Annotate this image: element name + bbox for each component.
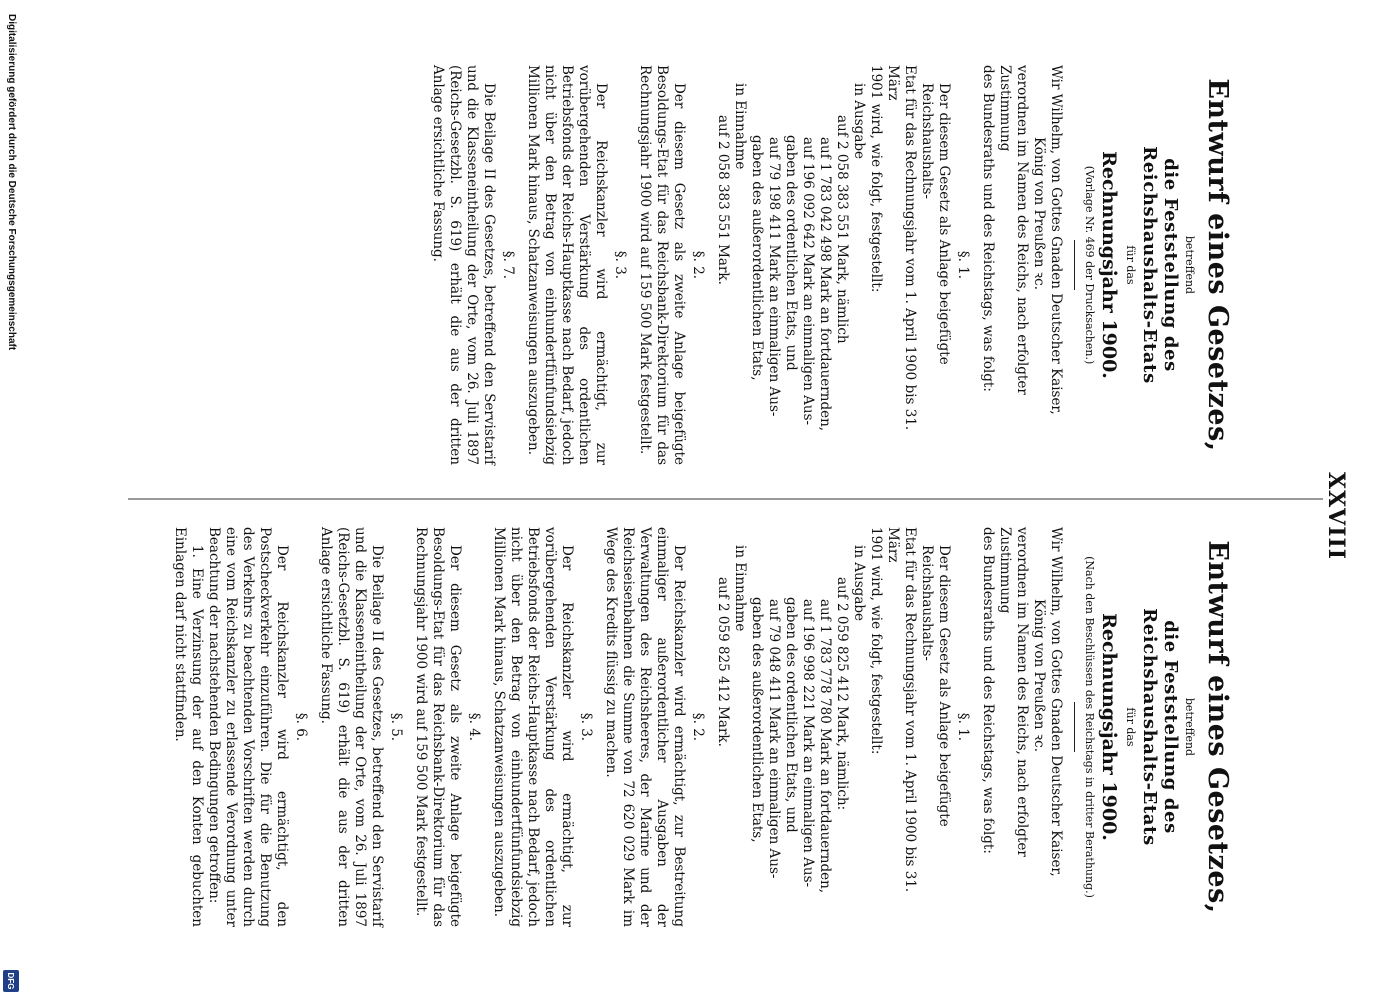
- left-s1-amount: auf 79 198 411 Mark an einmaligen Aus-: [766, 137, 782, 417]
- left-s1-line: in Einnahme: [732, 83, 748, 170]
- right-note: (Nach den Beschlüssen des Reichstags in dritter Berathung.): [1083, 556, 1096, 898]
- left-s3-text: Der Reichskanzler wird ermächtigt, zur vorübergehenden Verstärkung des ordentlichen Betriebsfonds der Reichs-Hauptkasse nach Bedarf, jedoch nicht über den Betrag von einhundertfünfundsiebzig Millionen Mark hinaus, Schatzanweisungen auszugeben.: [525, 65, 609, 465]
- left-s7-text: Die Beilage II des Gesetzes, betreffend den Servistarif und die Klasseneintheilung der Orte, vom 26. Juli 1897 (Reichs-Gesetzbl. S. 619) erhält die aus der dritten Anlage ersichtliche Fassung.: [430, 65, 497, 465]
- right-s6-heading: §. 6.: [293, 712, 309, 742]
- right-year: Rechnungsjahr 1900.: [1098, 613, 1120, 841]
- left-s1-amount: auf 2 058 383 551 Mark.: [715, 115, 731, 285]
- right-s1-line: Der diesem Gesetz als Anlage beigefügte Reichshaushalts-: [919, 545, 952, 827]
- left-s1-amount: auf 2 058 383 551 Mark, nämlich: [834, 115, 850, 344]
- left-s2-text: Der diesem Gesetz als zweite Anlage beigefügte Besoldungs-Etat für das Reichsbank-Direktorium für das Rechnungsjahr 1900 wird auf 159 500 Mark festgestellt.: [637, 65, 687, 465]
- right-s1-amount: auf 79 048 411 Mark an einmaligen Aus-: [766, 599, 782, 879]
- right-fuer-das: für das: [1124, 707, 1137, 747]
- left-intro-line-2: König von Preußen ꝛc.: [1031, 137, 1047, 291]
- right-s1-amount: auf 2 059 825 412 Mark.: [715, 577, 731, 747]
- left-s1-line: Der diesem Gesetz als Anlage beigefügte Reichshaushalts-: [919, 83, 952, 365]
- page-fold-divider: [128, 498, 1323, 500]
- right-rule: [1074, 702, 1075, 752]
- left-s1-amount: auf 1 783 042 498 Mark an fortdauernden,: [817, 137, 833, 432]
- left-s1-heading: §. 1.: [955, 250, 971, 280]
- right-s5-text: Die Beilage II des Gesetzes, betreffend den Servistarif und die Klasseneintheilung der Orte, vom 26. Juli 1897 (Reichs-Gesetzbl. S. 619) erhält die aus der dritten Anlage ersichtliche Fassung.: [318, 527, 385, 927]
- left-draft-column: [429, 65, 1233, 465]
- left-subject: die Feststellung des Reichshaushalts-Etats: [1139, 146, 1181, 384]
- right-title: Entwurf eines Gesetzes,: [1202, 540, 1233, 914]
- left-s1-line: in Ausgabe: [851, 83, 867, 159]
- right-s1-line: gaben des außerordentlichen Etats,: [749, 597, 765, 843]
- right-s1-line: in Einnahme: [732, 545, 748, 632]
- left-rule: [1074, 240, 1075, 290]
- right-s1-amount: auf 1 783 778 780 Mark an fortdauernden,: [817, 599, 833, 894]
- right-s2-text: Der Reichskanzler wird ermächtigt, zur Bestreitung einmaliger außerordentlicher Ausgaben der Verwaltungen des Reichsheeres, der Marine und der Reichseisenbahnen die Summe von 72 620 029 Mark im Wege des Kredits flüssig zu machen.: [603, 527, 687, 927]
- left-s1-line: gaben des außerordentlichen Etats,: [749, 135, 765, 381]
- credit-text: Digitalisierung gefördert durch die Deutsche Forschungsgemeinschaft: [6, 14, 17, 351]
- right-s1-line: gaben des ordentlichen Etats, und: [783, 597, 799, 833]
- right-s5-heading: §. 5.: [388, 712, 404, 742]
- right-s6-text: Der Reichskanzler wird ermächtigt, den Postscheckverkehr einzuführen. Die für die Benutzung des Verkehrs zu beachtenden Vorschriften werden durch eine vom Reichskanzler zu erlassende Verordnung unter Beachtung der nachstehenden Bedingungen getroffen:: [206, 527, 290, 927]
- right-s1-line: 1901 wird, wie folgt, festgestellt:: [868, 527, 884, 755]
- right-intro-line-3: verordnen im Namen des Reichs, nach erfolgter Zustimmung: [997, 527, 1030, 857]
- left-intro-line-3: verordnen im Namen des Reichs, nach erfolgter Zustimmung: [997, 65, 1030, 395]
- left-note: (Vorlage Nr. 469 der Drucksachen.): [1083, 165, 1096, 365]
- right-s6-item-1: 1. Eine Verzinsung der auf den Konten gebuchten Einlagen darf nicht stattfinden.: [172, 527, 205, 927]
- right-s1-line: in Ausgabe: [851, 545, 867, 621]
- left-title: Entwurf eines Gesetzes,: [1202, 78, 1233, 452]
- right-s3-heading: §. 3.: [578, 712, 594, 742]
- left-s1-amount: auf 196 092 642 Mark an einmaligen Aus-: [800, 137, 816, 426]
- page-number: XXVIII: [1323, 472, 1349, 561]
- right-s1-line: Etat für das Rechnungsjahr vom 1. April 1900 bis 31. März: [885, 527, 918, 893]
- right-s1-heading: §. 1.: [955, 712, 971, 742]
- right-intro-line-4: des Bundesraths und des Reichstags, was folgt:: [980, 527, 996, 854]
- digitization-credit: [0, 0, 21, 1000]
- left-betreffend: betreffend: [1183, 235, 1196, 295]
- left-s1-line: Etat für das Rechnungsjahr vom 1. April 1900 bis 31. März: [885, 65, 918, 431]
- right-intro-line-2: König von Preußen ꝛc.: [1031, 599, 1047, 753]
- right-s2-heading: §. 2.: [690, 712, 706, 742]
- left-s1-line: gaben des ordentlichen Etats, und: [783, 135, 799, 371]
- left-s7-heading: §. 7.: [500, 250, 516, 280]
- left-fuer-das: für das: [1124, 245, 1137, 285]
- left-intro-line-4: des Bundesraths und des Reichstags, was folgt:: [980, 65, 996, 392]
- right-resolution-column: [171, 527, 1233, 927]
- left-s3-heading: §. 3.: [612, 250, 628, 280]
- right-subject: die Feststellung des Reichshaushalts-Etats: [1139, 608, 1181, 846]
- left-intro-line-1: Wir Wilhelm, von Gottes Gnaden Deutscher Kaiser,: [1048, 65, 1064, 415]
- left-year: Rechnungsjahr 1900.: [1098, 151, 1120, 379]
- right-s4-text: Der diesem Gesetz als zweite Anlage beigefügte Besoldungs-Etat für das Reichsbank-Direktorium für das Rechnungsjahr 1900 wird auf 159 500 Mark festgestellt.: [413, 527, 463, 927]
- right-s1-amount: auf 2 059 825 412 Mark, nämlich:: [834, 577, 850, 811]
- right-s1-amount: auf 196 998 221 Mark an einmaligen Aus-: [800, 599, 816, 888]
- left-s1-line: 1901 wird, wie folgt, festgestellt:: [868, 65, 884, 293]
- right-intro-line-1: Wir Wilhelm, von Gottes Gnaden Deutscher Kaiser,: [1048, 527, 1064, 877]
- dfg-logo-icon: DFG: [3, 970, 19, 992]
- right-s3-text: Der Reichskanzler wird ermächtigt, zur vorübergehenden Verstärkung des ordentlichen Betriebsfonds der Reichs-Hauptkasse nach Bedarf, jedoch nicht über den Betrag von einhundertfünfundsiebzig Millionen Mark hinaus, Schatzanweisungen auszugeben.: [491, 527, 575, 927]
- right-s4-heading: §. 4.: [466, 712, 482, 742]
- left-s2-heading: §. 2.: [690, 250, 706, 280]
- right-betreffend: betreffend: [1183, 697, 1196, 757]
